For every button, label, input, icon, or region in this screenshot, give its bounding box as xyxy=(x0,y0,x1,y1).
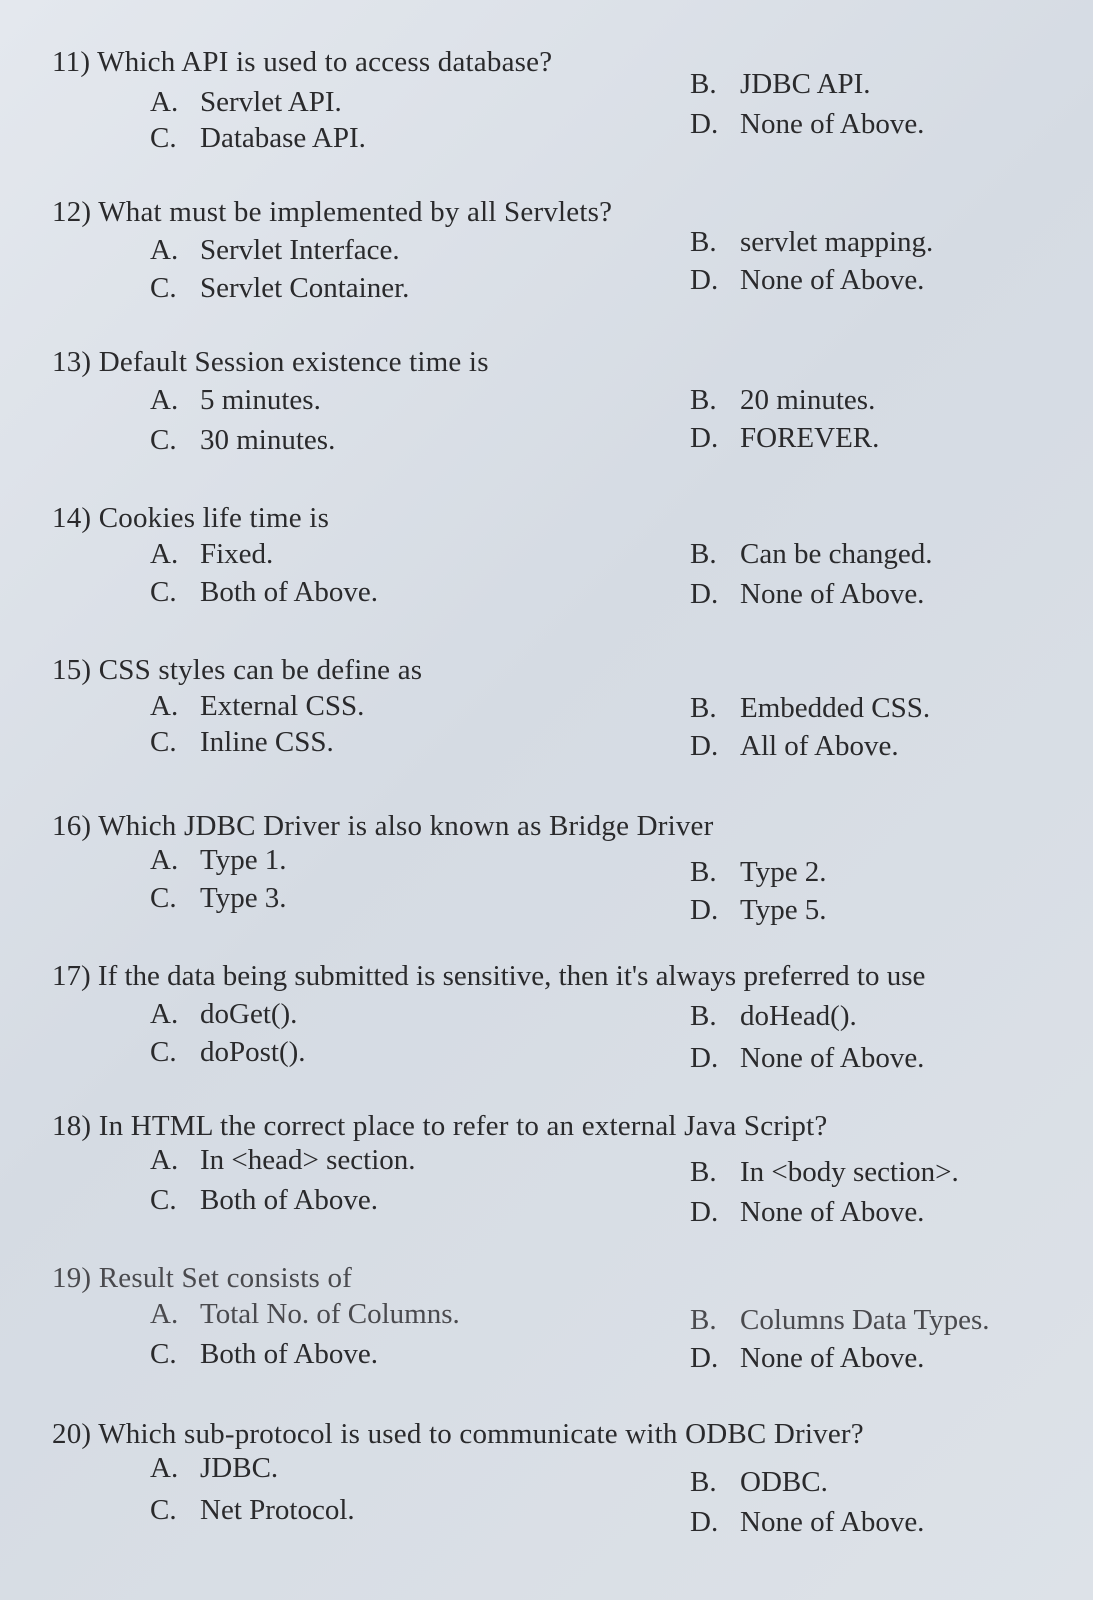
option-text: Type 5. xyxy=(740,894,827,926)
option-letter: B. xyxy=(690,68,717,100)
option-text: External CSS. xyxy=(200,690,365,722)
option-text: None of Above. xyxy=(740,108,925,140)
question-text: Default Session existence time is xyxy=(98,346,489,378)
option-letter: B. xyxy=(690,384,717,416)
option-text: Servlet Container. xyxy=(200,272,410,304)
option-text: Type 1. xyxy=(200,844,287,876)
option-text: Type 3. xyxy=(200,882,287,914)
option-b xyxy=(690,226,933,259)
option-letter: D. xyxy=(690,578,719,610)
option-letter: C. xyxy=(150,272,177,304)
option-letter: D. xyxy=(690,1342,719,1374)
option-text: FOREVER. xyxy=(740,422,880,454)
option-b xyxy=(690,1000,857,1033)
option-c xyxy=(150,1036,306,1069)
option-text: Both of Above. xyxy=(200,1184,379,1216)
option-d xyxy=(690,264,924,297)
option-text: 30 minutes. xyxy=(200,424,336,456)
option-letter: A. xyxy=(150,384,179,416)
option-c xyxy=(150,122,366,155)
question-stem xyxy=(52,46,552,79)
option-text: Servlet API. xyxy=(200,86,342,118)
question-stem xyxy=(52,1418,864,1451)
question-stem xyxy=(52,1110,827,1143)
option-a xyxy=(150,690,364,723)
option-letter: A. xyxy=(150,86,179,118)
option-letter: A. xyxy=(150,1452,179,1484)
question-number: 17) xyxy=(52,960,91,992)
option-letter: C. xyxy=(150,882,177,914)
option-a xyxy=(150,1452,278,1485)
option-text: JDBC. xyxy=(200,1452,279,1484)
option-d xyxy=(690,578,924,611)
option-text: In <body section>. xyxy=(740,1156,959,1188)
option-b xyxy=(690,538,932,571)
option-text: Both of Above. xyxy=(200,1338,379,1370)
question-stem xyxy=(52,346,489,379)
option-text: Inline CSS. xyxy=(200,726,334,758)
option-letter: C. xyxy=(150,1184,177,1216)
option-letter: B. xyxy=(690,856,717,888)
option-a xyxy=(150,998,297,1031)
option-b xyxy=(690,1156,959,1189)
question-stem xyxy=(52,654,422,687)
option-c xyxy=(150,882,287,915)
option-text: In <head> section. xyxy=(200,1144,416,1176)
option-letter: B. xyxy=(690,1304,717,1336)
option-a xyxy=(150,844,287,877)
option-a xyxy=(150,1298,460,1331)
option-letter: C. xyxy=(150,726,177,758)
option-letter: A. xyxy=(150,998,179,1030)
option-text: All of Above. xyxy=(740,730,899,762)
option-d xyxy=(690,894,827,927)
option-letter: D. xyxy=(690,108,719,140)
question-number: 11) xyxy=(52,46,91,78)
option-letter: D. xyxy=(690,1196,719,1228)
question-text: CSS styles can be define as xyxy=(98,654,423,686)
option-letter: B. xyxy=(690,1156,717,1188)
option-text: 20 minutes. xyxy=(740,384,876,416)
option-a xyxy=(150,234,400,267)
option-letter: A. xyxy=(150,844,179,876)
option-text: ODBC. xyxy=(740,1466,828,1498)
option-b xyxy=(690,856,827,889)
option-letter: D. xyxy=(690,1042,719,1074)
option-c xyxy=(150,424,335,457)
option-d xyxy=(690,1342,924,1375)
option-text: Database API. xyxy=(200,122,366,154)
option-text: Type 2. xyxy=(740,856,827,888)
question-number: 13) xyxy=(52,346,92,378)
option-text: Fixed. xyxy=(200,538,274,570)
option-text: Both of Above. xyxy=(200,576,379,608)
option-c xyxy=(150,1494,355,1527)
option-text: None of Above. xyxy=(740,264,925,296)
option-c xyxy=(150,1184,378,1217)
question-stem xyxy=(52,502,329,535)
question-number: 14) xyxy=(52,502,92,534)
option-text: None of Above. xyxy=(740,1342,925,1374)
option-letter: C. xyxy=(150,1338,177,1370)
option-b xyxy=(690,68,871,101)
option-text: doGet(). xyxy=(200,998,298,1030)
option-text: servlet mapping. xyxy=(740,226,934,258)
option-text: 5 minutes. xyxy=(200,384,321,416)
question-number: 20) xyxy=(52,1418,92,1450)
option-d xyxy=(690,730,899,763)
option-letter: D. xyxy=(690,422,719,454)
question-number: 12) xyxy=(52,196,92,228)
option-text: Can be changed. xyxy=(740,538,933,570)
option-b xyxy=(690,384,875,417)
option-text: Net Protocol. xyxy=(200,1494,355,1526)
option-text: None of Above. xyxy=(740,1196,925,1228)
option-letter: B. xyxy=(690,226,717,258)
option-text: Servlet Interface. xyxy=(200,234,400,266)
option-letter: D. xyxy=(690,1506,719,1538)
question-text: Which sub-protocol is used to communicate with ODBC Driver? xyxy=(98,1418,864,1450)
question-text: Which API is used to access database? xyxy=(97,46,553,78)
question-text: In HTML the correct place to refer to an external Java Script? xyxy=(98,1110,828,1142)
option-letter: D. xyxy=(690,730,719,762)
question-stem xyxy=(52,1262,352,1295)
option-letter: C. xyxy=(150,1494,177,1526)
option-text: doPost(). xyxy=(200,1036,306,1068)
option-c xyxy=(150,1338,378,1371)
option-d xyxy=(690,1196,924,1229)
question-number: 15) xyxy=(52,654,92,686)
option-letter: B. xyxy=(690,1466,717,1498)
option-c xyxy=(150,272,409,305)
option-a xyxy=(150,384,321,417)
option-c xyxy=(150,576,378,609)
option-a xyxy=(150,1144,416,1177)
option-letter: A. xyxy=(150,234,179,266)
question-text: Result Set consists of xyxy=(98,1262,353,1294)
option-c xyxy=(150,726,334,759)
option-letter: A. xyxy=(150,1144,179,1176)
option-a xyxy=(150,86,342,119)
option-letter: C. xyxy=(150,424,177,456)
option-text: JDBC API. xyxy=(740,68,871,100)
question-text: If the data being submitted is sensitive, then it's always preferred to use xyxy=(97,960,926,992)
option-d xyxy=(690,108,924,141)
option-d xyxy=(690,1042,924,1075)
option-text: doHead(). xyxy=(740,1000,857,1032)
option-b xyxy=(690,692,930,725)
question-text: Which JDBC Driver is also known as Bridge Driver xyxy=(98,810,714,842)
option-text: Columns Data Types. xyxy=(740,1304,990,1336)
question-number: 19) xyxy=(52,1262,92,1294)
question-text: What must be implemented by all Servlets? xyxy=(98,196,613,228)
option-text: None of Above. xyxy=(740,1506,925,1538)
option-text: Total No. of Columns. xyxy=(200,1298,460,1330)
question-text: Cookies life time is xyxy=(98,502,330,534)
option-text: None of Above. xyxy=(740,578,925,610)
option-d xyxy=(690,422,879,455)
option-letter: A. xyxy=(150,690,179,722)
option-letter: C. xyxy=(150,122,177,154)
option-letter: D. xyxy=(690,264,719,296)
option-text: Embedded CSS. xyxy=(740,692,931,724)
question-stem xyxy=(52,960,925,993)
option-letter: B. xyxy=(690,1000,717,1032)
option-a xyxy=(150,538,273,571)
option-letter: A. xyxy=(150,1298,179,1330)
question-number: 16) xyxy=(52,810,92,842)
option-letter: C. xyxy=(150,576,177,608)
option-b xyxy=(690,1304,990,1337)
option-letter: B. xyxy=(690,538,717,570)
question-stem xyxy=(52,196,612,229)
option-b xyxy=(690,1466,828,1499)
option-letter: B. xyxy=(690,692,717,724)
option-letter: D. xyxy=(690,894,719,926)
question-number: 18) xyxy=(52,1110,92,1142)
question-stem xyxy=(52,810,713,843)
option-letter: A. xyxy=(150,538,179,570)
option-letter: C. xyxy=(150,1036,177,1068)
option-d xyxy=(690,1506,924,1539)
option-text: None of Above. xyxy=(740,1042,925,1074)
